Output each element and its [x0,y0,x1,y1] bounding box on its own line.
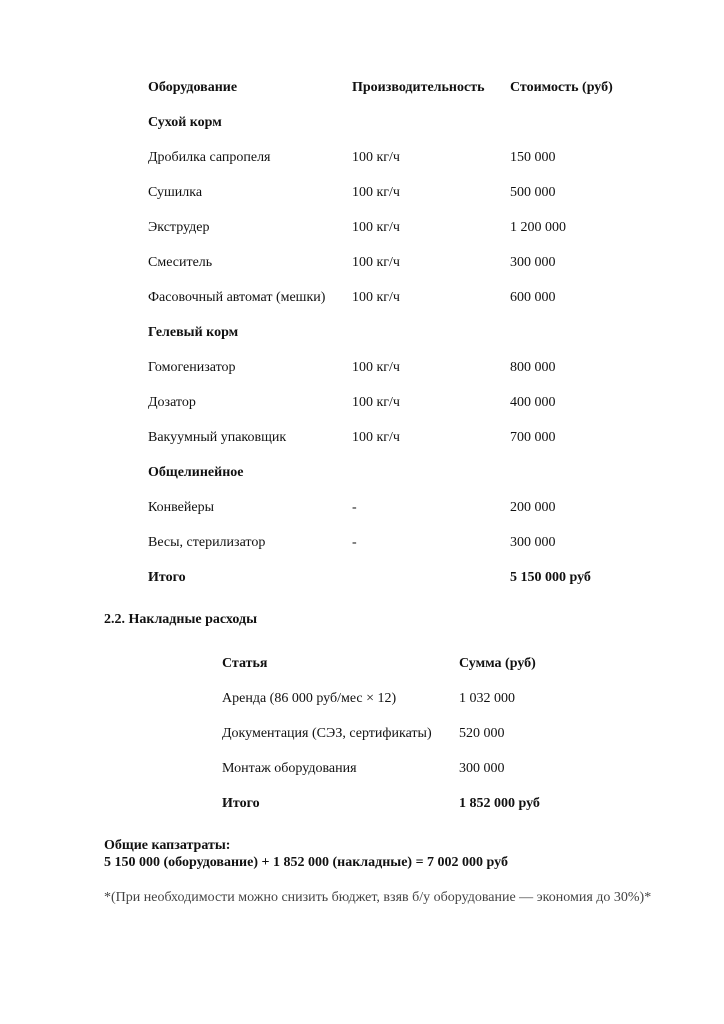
capex-formula: 5 150 000 (оборудование) + 1 852 000 (накладные) = 7 002 000 руб [104,855,508,870]
overhead-header-item: Статья [222,656,268,671]
equipment-name: Экструдер [148,220,210,235]
equipment-cost: 700 000 [510,430,556,445]
equipment-cost: 800 000 [510,360,556,375]
equipment-name: Конвейеры [148,500,214,515]
overhead-amount: 1 032 000 [459,691,515,706]
overhead-header-amount: Сумма (руб) [459,656,536,671]
capex-title: Общие капзатраты: [104,838,231,853]
equipment-header-cost: Стоимость (руб) [510,80,613,95]
equipment-capacity: 100 кг/ч [352,220,400,235]
equipment-header-capacity: Производительность [352,80,485,95]
equipment-capacity: - [352,535,357,550]
overhead-heading: 2.2. Накладные расходы [104,612,257,627]
equipment-cost: 400 000 [510,395,556,410]
equipment-header-name: Оборудование [148,80,238,95]
budget-note: *(При необходимости можно снизить бюджет, взяв б/у оборудование — экономия до 30%)* [104,890,652,905]
equipment-name: Фасовочный автомат (мешки) [148,290,326,305]
equipment-total-label: Итого [148,570,186,585]
equipment-name: Вакуумный упаковщик [148,430,287,445]
equipment-name: Дробилка сапропеля [148,150,271,165]
section-general: Общелинейное [148,465,244,480]
equipment-cost: 500 000 [510,185,556,200]
equipment-name: Гомогенизатор [148,360,236,375]
equipment-cost: 600 000 [510,290,556,305]
equipment-capacity: 100 кг/ч [352,360,400,375]
equipment-capacity: 100 кг/ч [352,395,400,410]
overhead-total-label: Итого [222,796,260,811]
equipment-cost: 200 000 [510,500,556,515]
equipment-capacity: 100 кг/ч [352,430,400,445]
equipment-capacity: 100 кг/ч [352,185,400,200]
section-dry-food: Сухой корм [148,115,222,130]
overhead-item: Документация (СЭЗ, сертификаты) [222,726,432,741]
section-gel-food: Гелевый корм [148,325,239,340]
equipment-capacity: - [352,500,357,515]
equipment-capacity: 100 кг/ч [352,290,400,305]
equipment-capacity: 100 кг/ч [352,150,400,165]
equipment-name: Смеситель [148,255,213,270]
overhead-item: Аренда (86 000 руб/мес × 12) [222,691,397,706]
equipment-capacity: 100 кг/ч [352,255,400,270]
equipment-name: Весы, стерилизатор [148,535,266,550]
equipment-cost: 1 200 000 [510,220,566,235]
overhead-total-value: 1 852 000 руб [459,796,540,811]
overhead-amount: 520 000 [459,726,505,741]
equipment-cost: 300 000 [510,535,556,550]
equipment-name: Дозатор [148,395,196,410]
equipment-total-value: 5 150 000 руб [510,570,591,585]
equipment-cost: 300 000 [510,255,556,270]
overhead-item: Монтаж оборудования [222,761,357,776]
equipment-name: Сушилка [148,185,203,200]
overhead-amount: 300 000 [459,761,505,776]
equipment-cost: 150 000 [510,150,556,165]
